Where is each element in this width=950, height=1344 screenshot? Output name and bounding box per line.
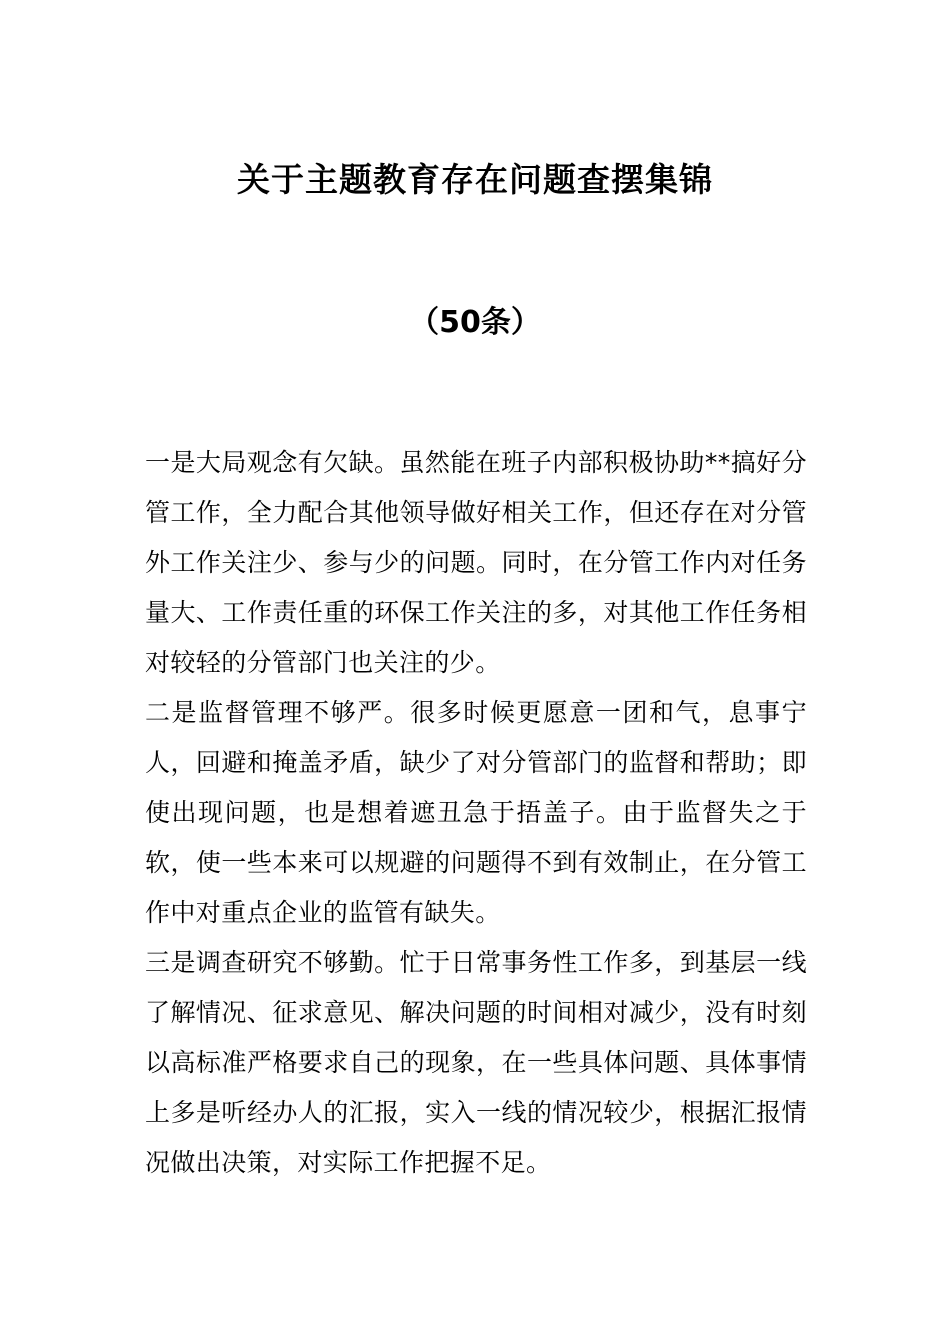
document-body bbox=[145, 438, 807, 1188]
paragraph-2: 二是监督管理不够严。很多时候更愿意一团和气，息事宁人，回避和掩盖矛盾，缺少了对分管部门的监督和帮助；即使出现问题，也是想着遮丑急于捂盖子。由于监督失之于软，使一些本来可以规避的问题得不到有效制止，在分管工作中对重点企业的监管有缺失。 bbox=[145, 698, 807, 927]
document-title: 关于主题教育存在问题查摆集锦 bbox=[237, 160, 713, 199]
paragraph-1: 一是大局观念有欠缺。虽然能在班子内部积极协助**搞好分管工作，全力配合其他领导做好相关工作，但还存在对分管外工作关注少、参与少的问题。同时，在分管工作内对任务量大、工作责任重的环保工作关注的多，对其他工作任务相对较轻的分管部门也关注的少。 bbox=[145, 448, 807, 677]
document-subtitle: （50条） bbox=[409, 305, 541, 340]
paragraph-3: 三是调查研究不够勤。忙于日常事务性工作多，到基层一线了解情况、征求意见、解决问题的时间相对减少，没有时刻以高标准严格要求自己的现象，在一些具体问题、具体事情上多是听经办人的汇报，实入一线的情况较少，根据汇报情况做出决策，对实际工作把握不足。 bbox=[145, 948, 807, 1177]
